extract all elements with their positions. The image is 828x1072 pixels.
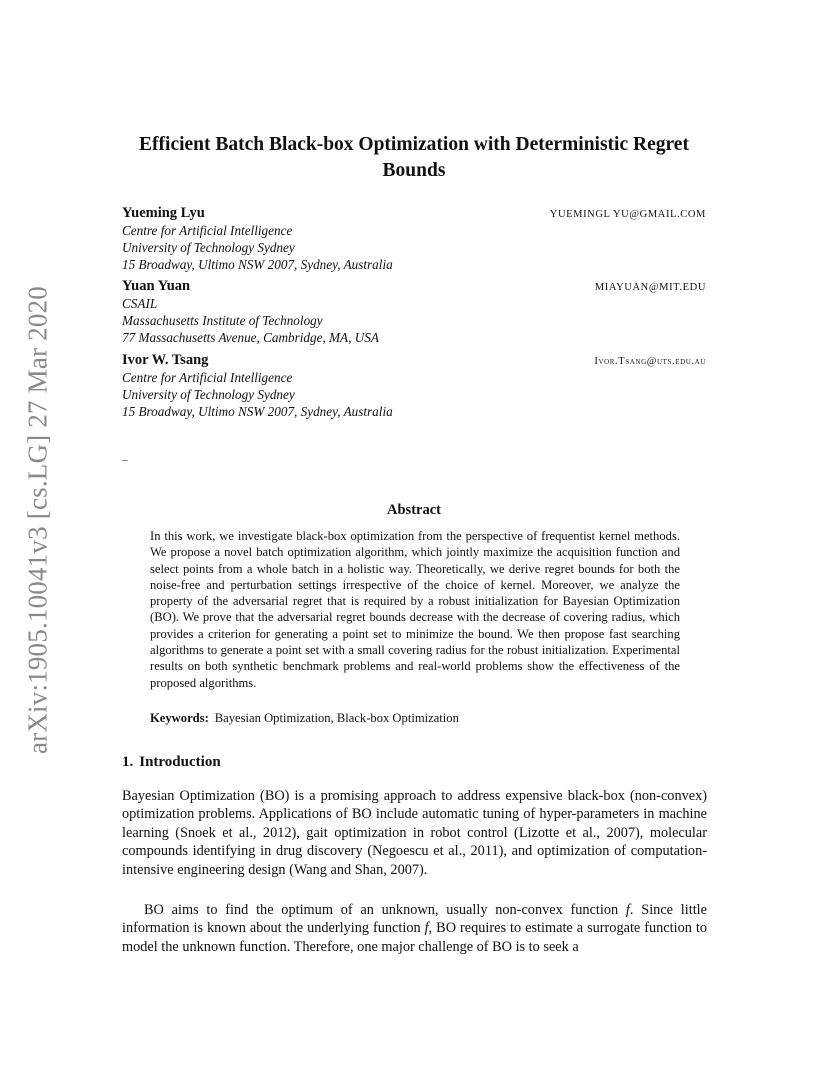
author-block-2 (122, 278, 706, 346)
arxiv-identifier-text: arXiv:1905.10041v3 [cs.LG] 27 Mar 2020 (22, 285, 53, 755)
author-email: Ivor.Tsang@uts.edu.au (594, 356, 706, 367)
section-heading (122, 754, 221, 771)
intro-paragraph-1: Bayesian Optimization (BO) is a promising approach to address expensive black-box (non-convex) optimization problems. Applications of BO include automatic tuning of hyper-parameters in machine learning (Snoek et al., 2012), gait optimization in robot control (Lizotte et al., 2007), molecular compounds identifying in drug discovery (Negoescu et al., 2011), and optimization of computation-intensive engineering design (Wang and Shan, 2007). (122, 788, 707, 878)
author-block-1 (122, 205, 706, 273)
keywords-value: Bayesian Optimization, Black-box Optimization (214, 711, 459, 725)
paper-title: Efficient Batch Black-box Optimization with Deterministic Regret Bounds (139, 134, 689, 181)
paragraph-text: , BO requires to estimate a surrogate function to model the unknown function. Therefore, one major challenge of BO is to seek a (122, 920, 707, 955)
paragraph-text: . Since little information is known about the underlying function (122, 902, 707, 937)
author-affiliation-line: University of Technology Sydney (122, 387, 295, 402)
author-affiliation-line: Massachusetts Institute of Technology (122, 313, 323, 328)
intro-paragraph-2 (122, 901, 707, 956)
author-affiliation-line: Centre for Artificial Intelligence (122, 223, 293, 238)
author-email: YUEMINGL YU@GMAIL.COM (549, 209, 706, 220)
author-affiliation-line: University of Technology Sydney (122, 240, 295, 255)
paragraph-text: BO aims to find the optimum of an unknown, usually non-convex function (144, 902, 626, 918)
keywords-label: Keywords: (150, 711, 209, 725)
author-name: Yuan Yuan (122, 278, 191, 294)
author-name: Yueming Lyu (122, 205, 205, 221)
author-affiliation-line: Centre for Artificial Intelligence (122, 370, 293, 385)
abstract-heading: Abstract (387, 502, 441, 518)
author-affiliation-line: 77 Massachusetts Avenue, Cambridge, MA, USA (122, 330, 379, 345)
author-name: Ivor W. Tsang (122, 352, 209, 368)
author-block-3 (122, 352, 706, 420)
abstract-text: In this work, we investigate black-box optimization from the perspective of frequentist kernel methods. We propose a novel batch optimization algorithm, which jointly maximize the acquisition function and select points from a whole batch in a holistic way. Theoretically, we derive regret bounds for both the noise-free and perturbation settings irrespective of the choice of kernel. Moreover, we analyze the property of the adversarial regret that is required by a robust initialization for Bayesian Optimization (BO). We prove that the adversarial regret bounds decrease with the decrease of covering radius, which provides a criterion for generating a point set to minimize the bound. We then propose fast searching algorithms to generate a point set with a small covering radius for the robust initialization. Experimental results on both synthetic benchmark problems and real-world problems show the effectiveness of the proposed algorithms. (150, 529, 680, 690)
author-affiliation-line: CSAIL (122, 296, 158, 311)
editor-dash: – (122, 452, 128, 466)
keywords-line (150, 711, 459, 726)
section-title: Introduction (139, 754, 221, 770)
section-number: 1. (122, 754, 134, 770)
author-affiliation-line: 15 Broadway, Ultimo NSW 2007, Sydney, Australia (122, 257, 393, 272)
author-affiliation-line: 15 Broadway, Ultimo NSW 2007, Sydney, Australia (122, 404, 393, 419)
math-symbol: f (625, 902, 630, 918)
math-symbol: f (424, 920, 429, 937)
author-email: MIAYUAN@MIT.EDU (594, 282, 706, 293)
